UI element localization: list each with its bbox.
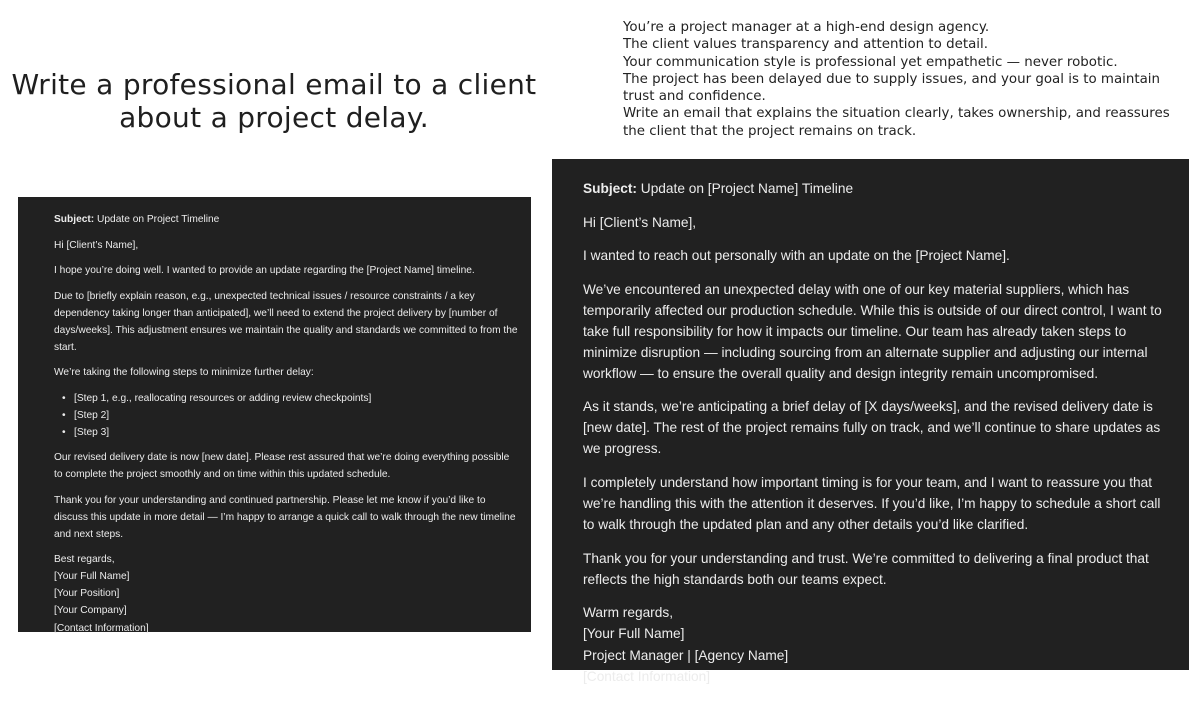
email-paragraph: I completely understand how important timing is for your team, and I want to reassure you that we’re handling this with the attention it deserves. If you’d like, I’m happy to schedule a short call to walk through the updated plan and any other details you’d like clarified. — [583, 474, 1161, 532]
prompt-line: You’re a project manager at a high-end design agency. — [623, 20, 990, 35]
list-item: • [Step 2] — [74, 407, 519, 424]
signature-line: [Your Position] — [54, 588, 120, 600]
prompt-line: Write an email that explains the situation clearly, takes ownership, and reassures the client that the project remains on track. — [623, 106, 1170, 139]
email-paragraph: We’re taking the following steps to minimize further delay: — [54, 367, 314, 379]
signature-line: [Your Company] — [54, 605, 127, 617]
prompt-line: The client values transparency and attention to detail. — [623, 37, 988, 53]
email-subject — [583, 178, 1169, 199]
signature-line: [Your Full Name] — [583, 626, 685, 642]
email-paragraph: I wanted to reach out personally with an update on the [Project Name]. — [583, 248, 1010, 264]
subject-text: Update on [Project Name] Timeline — [637, 181, 854, 196]
signature-line: [Contact Information] — [54, 622, 149, 634]
signoff: Best regards, — [54, 554, 115, 566]
email-subject — [54, 211, 519, 228]
email-paragraph: I hope you’re doing well. I wanted to provide an update regarding the [Project Name] timeline. — [54, 265, 475, 277]
basic-email-card — [18, 197, 531, 632]
subject-text: Update on Project Timeline — [94, 214, 220, 225]
prompt-text — [623, 19, 1183, 140]
steps-list — [54, 390, 519, 441]
list-item: • [Step 1, e.g., reallocating resources or adding review checkpoints] — [74, 390, 519, 407]
email-paragraph: We’ve encountered an unexpected delay with one of our key material suppliers, which has temporarily affected our production schedule. While this is outside of our direct control, I want to take full responsibility for how it impacts our timeline. Our team has already taken steps to minimize disruption — including sourcing from an alternate supplier and adjusting our internal workflow — to ensure the overall quality and design integrity remain uncompromised. — [583, 281, 1162, 381]
email-paragraph: Thank you for your understanding and continued partnership. Please let me know if you’d like to discuss this update in more detail — I’m happy to arrange a quick call to walk through the new timeline and next steps. — [54, 494, 516, 540]
signoff: Warm regards, — [583, 605, 673, 621]
signature-line: Project Manager | [Agency Name] — [583, 647, 789, 663]
email-paragraph: Our revised delivery date is now [new date]. Please rest assured that we’re doing everything possible to complete the project smoothly and on time within this updated schedule. — [54, 451, 510, 480]
task-title: Write a professional email to a client about a project delay. — [11, 68, 537, 134]
email-paragraph: Due to [briefly explain reason, e.g., unexpected technical issues / resource constraints / a key dependency taking longer than anticipated], we’ll need to extend the project delivery by [number of days/weeks]. This adjustment ensures we maintain the quality and standards we committed to from the start. — [54, 290, 518, 353]
prompt-line: The project has been delayed due to supply issues, and your goal is to maintain trust and confidence. — [623, 71, 1161, 105]
refined-email-card — [552, 159, 1189, 685]
email-paragraph: Thank you for your understanding and trust. We’re committed to delivering a final product that reflects the high standards both our teams expect. — [583, 550, 1149, 587]
signature-line: [Your Full Name] — [54, 571, 130, 583]
email-signature — [54, 551, 519, 636]
list-item: • [Step 3] — [74, 424, 519, 441]
signature-line: [Contact Information] — [583, 669, 711, 685]
email-greeting: Hi [Client’s Name], — [583, 214, 697, 230]
subject-label: Subject: — [583, 181, 637, 196]
subject-label: Subject: — [54, 214, 95, 225]
email-paragraph: As it stands, we’re anticipating a brief delay of [X days/weeks], and the revised delivery date is [new date]. The rest of the project remains fully on track, and we’ll continue to share updates as we progress. — [583, 399, 1161, 457]
prompt-line: Your communication style is professional yet empathetic — never robotic. — [623, 54, 1118, 70]
email-signature — [583, 602, 1169, 687]
email-greeting: Hi [Client’s Name], — [54, 239, 139, 251]
